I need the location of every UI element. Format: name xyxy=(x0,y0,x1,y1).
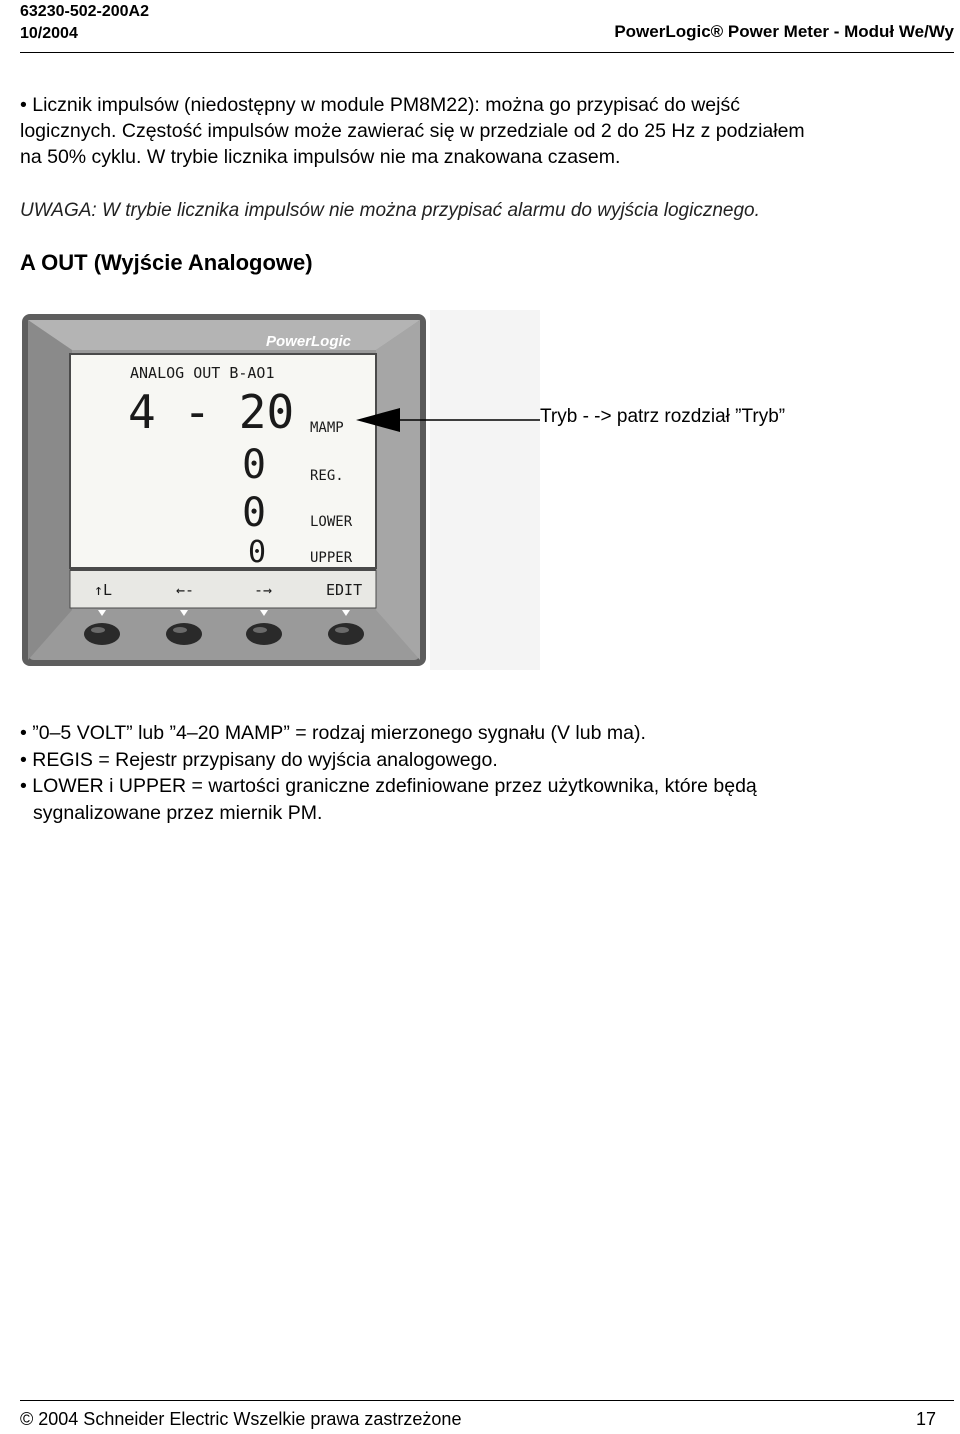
document-number: 63230-502-200A2 xyxy=(20,3,149,20)
meter-button-4 xyxy=(328,623,364,645)
footer-rule xyxy=(20,1400,954,1401)
value-upper: 0 xyxy=(248,535,267,570)
label-reg: REG. xyxy=(310,468,344,484)
document-date: 10/2004 xyxy=(20,25,78,42)
meter-button-2 xyxy=(166,623,202,645)
big-value: 4 - 20 xyxy=(128,385,295,439)
section-heading: A OUT (Wyjście Analogowe) xyxy=(20,250,313,275)
power-meter-illustration xyxy=(20,310,540,670)
intro-line-2: logicznych. Częstość impulsów może zawierać się w przedziale od 2 do 25 Hz z podziałem xyxy=(20,120,805,142)
brand-logo: PowerLogic xyxy=(266,333,352,350)
label-upper: UPPER xyxy=(310,550,353,566)
page-number: 17 xyxy=(915,1409,936,1429)
bullet-regis: • REGIS = Rejestr przypisany do wyjścia analogowego. xyxy=(20,748,498,771)
power-meter-image xyxy=(20,310,540,670)
bullet-limits-continued: sygnalizowane przez miernik PM. xyxy=(33,801,323,824)
value-lower: 0 xyxy=(242,490,267,536)
value-reg: 0 xyxy=(242,442,267,488)
meter-button-3 xyxy=(246,623,282,645)
callout-text: Tryb - -> patrz rozdział ”Tryb” xyxy=(540,406,786,427)
intro-line-1: • Licznik impulsów (niedostępny w module PM8M22): można go przypisać do wejść xyxy=(20,94,740,116)
footer-copyright: © 2004 Schneider Electric Wszelkie prawa zastrzeżone xyxy=(20,1409,462,1429)
label-lower: LOWER xyxy=(310,514,353,530)
bullet-signal-type: • ”0–5 VOLT” lub ”4–20 MAMP” = rodzaj mierzonego sygnału (V lub ma). xyxy=(20,722,646,744)
softkey-right-label: -→ xyxy=(254,581,273,599)
meter-button-1 xyxy=(84,623,120,645)
softkey-edit-label: EDIT xyxy=(326,581,363,599)
bullet-list xyxy=(20,720,950,826)
intro-line-3: na 50% cyklu. W trybie licznika impulsów nie ma znakowana czasem. xyxy=(20,146,621,168)
bullet-limits: • LOWER i UPPER = wartości graniczne zdefiniowane przez użytkownika, które będą xyxy=(20,775,757,797)
softkey-left-label: ←- xyxy=(176,581,195,599)
screen-title: ANALOG OUT B-AO1 xyxy=(130,364,275,382)
label-mamp: MAMP xyxy=(310,420,344,436)
softkey-up-label: ↑L xyxy=(94,581,113,599)
header-title: PowerLogic® Power Meter - Moduł We/Wy xyxy=(614,22,954,41)
warning-note: UWAGA: W trybie licznika impulsów nie można przypisać alarmu do wyjścia logicznego. xyxy=(20,200,760,221)
header-rule xyxy=(20,52,954,53)
